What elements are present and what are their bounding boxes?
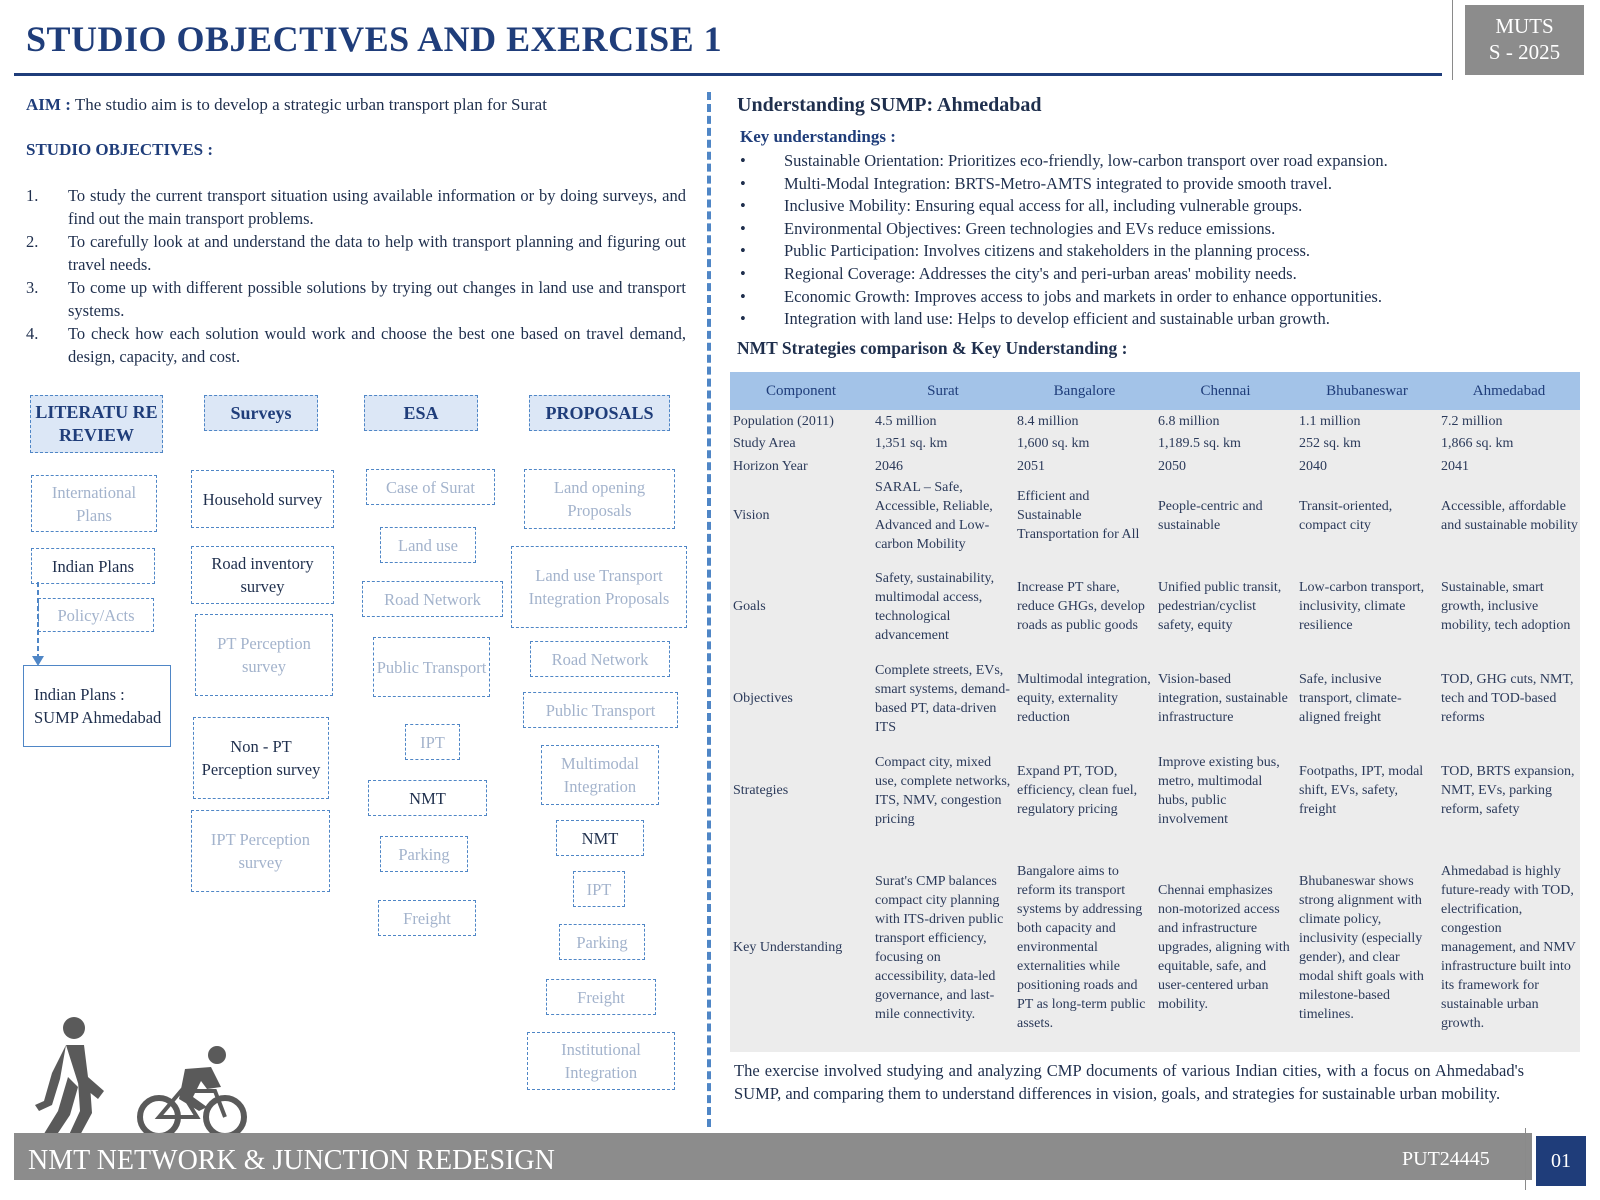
key-understandings-heading: Key understandings :: [740, 127, 896, 146]
esa-ipt: IPT: [405, 724, 460, 760]
list-item: [740, 308, 1560, 331]
footer-project-title: NMT NETWORK & JUNCTION REDESIGN: [28, 1145, 555, 1176]
sump-title: Understanding SUMP: Ahmedabad: [737, 94, 1042, 116]
table-cell: Transit-oriented, compact city: [1299, 498, 1393, 533]
proposal-road-network: Road Network: [530, 641, 670, 677]
table-cell: 2051: [1017, 458, 1045, 474]
bullet-icon: •: [740, 286, 746, 306]
table-cell: 1,866 sq. km: [1441, 436, 1514, 452]
bullet-text: Sustainable Orientation: Prioritizes eco-friendly, low-carbon transport over road expansion.: [784, 151, 1388, 170]
table-cell: Safe, inclusive transport, climate-aligned freight: [1299, 672, 1402, 725]
survey-non-pt-perception: Non - PT Perception survey: [193, 717, 329, 799]
table-cell: Footpaths, IPT, modal shift, EVs, safety, freight: [1299, 764, 1424, 817]
proposal-parking: Parking: [559, 924, 645, 960]
table-cell: Population (2011): [733, 413, 834, 429]
survey-road-inventory: Road inventory survey: [191, 546, 334, 604]
table-cell: 6.8 million: [1158, 413, 1220, 429]
objective-number: 4.: [26, 324, 39, 343]
objective-text: To carefully look at and understand the data to help with transport planning and figuring out travel needs.: [68, 232, 686, 274]
column-header: Bangalore: [1014, 372, 1155, 410]
nmt-comparison-heading: NMT Strategies comparison & Key Understanding :: [737, 338, 1128, 358]
table-cell: Increase PT share, reduce GHGs, develop roads as public goods: [1017, 580, 1145, 633]
objective-text: To come up with different possible solutions by trying out changes in land use and transport systems.: [68, 278, 686, 320]
course-badge: [1465, 5, 1584, 75]
column-header: Component: [730, 372, 872, 410]
bullet-text: Public Participation: Involves citizens and stakeholders in the planning process.: [784, 241, 1311, 261]
column-header: Bhubaneswar: [1296, 372, 1438, 410]
survey-ipt-perception: IPT Perception survey: [191, 810, 330, 892]
table-cell: 1,189.5 sq. km: [1158, 436, 1241, 452]
table-cell: SARAL – Safe, Accessible, Reliable, Advanced and Low-carbon Mobility: [875, 479, 993, 552]
bullet-icon: •: [740, 218, 746, 238]
table-cell: Horizon Year: [733, 458, 808, 474]
table-cell: Surat's CMP balances compact city planning with ITS-driven public transport efficiency, focusing on accessibility, data-led governance, and last-mile connectivity.: [875, 873, 1004, 1022]
objectives-list: [26, 184, 686, 368]
column-header: Chennai: [1155, 372, 1296, 410]
table-cell: Strategies: [733, 783, 789, 798]
esa-case-of-surat: Case of Surat: [366, 469, 495, 505]
table-cell: Goals: [733, 599, 766, 614]
table-cell: Accessible, affordable and sustainable mobility: [1441, 498, 1578, 533]
table-cell: TOD, GHG cuts, NMT, tech and TOD-based reforms: [1441, 672, 1574, 725]
survey-household: Household survey: [191, 470, 334, 528]
table-cell: Multimodal integration, equity, externality reduction: [1017, 672, 1151, 725]
bullet-icon: •: [740, 241, 746, 261]
proposal-nmt: NMT: [556, 820, 644, 856]
proposal-land-opening: Land opening Proposals: [524, 469, 675, 529]
table-cell: People-centric and sustainable: [1158, 498, 1263, 533]
title-underline: [14, 73, 1442, 76]
table-cell: 2046: [875, 458, 903, 474]
table-row: [730, 844, 1580, 1052]
surveys-header: Surveys: [204, 395, 318, 431]
pedestrian-icon: [22, 1015, 122, 1140]
footer-course-code: PUT24445: [1402, 1148, 1490, 1170]
list-item: [740, 263, 1560, 286]
table-cell: Improve existing bus, metro, multimodal hubs, public involvement: [1158, 754, 1280, 827]
table-row: [730, 660, 1580, 738]
esa-freight: Freight: [378, 900, 476, 936]
esa-public-transport: Public Transport: [373, 637, 490, 697]
footer-divider: [1525, 1128, 1526, 1190]
literature-sump-ahmedabad: Indian Plans : SUMP Ahmedabad: [23, 665, 171, 747]
esa-parking: Parking: [380, 836, 468, 872]
table-cell: 1,351 sq. km: [875, 436, 948, 452]
table-row: [730, 478, 1580, 554]
objective-item: [26, 184, 686, 230]
literature-arrow-connector: [28, 580, 48, 670]
key-understandings-list: [740, 150, 1560, 331]
objective-number: 2.: [26, 232, 39, 251]
objective-item: [26, 322, 686, 368]
table-cell: 2040: [1299, 458, 1327, 474]
table-row: [730, 554, 1580, 660]
literature-international-plans: International Plans: [31, 475, 157, 532]
bullet-text: Inclusive Mobility: Ensuring equal access for all, including vulnerable groups.: [784, 196, 1303, 216]
objective-text: To study the current transport situation using available information or by doing surveys, and find out the main transport problems.: [68, 186, 686, 228]
table-cell: Vision-based integration, sustainable infrastructure: [1158, 672, 1288, 725]
table-cell: Objectives: [733, 691, 793, 706]
column-header: Ahmedabad: [1438, 372, 1580, 410]
bullet-icon: •: [740, 309, 746, 329]
table-cell: 4.5 million: [875, 413, 937, 429]
literature-review-header: LITERATU RE REVIEW: [30, 395, 163, 453]
esa-road-network: Road Network: [362, 581, 503, 617]
table-cell: Safety, sustainability, multimodal access, technological advancement: [875, 570, 995, 643]
comparison-table: [730, 372, 1580, 1052]
table-row: [730, 433, 1580, 456]
proposal-ipt: IPT: [573, 871, 625, 907]
esa-header: ESA: [364, 395, 478, 431]
bullet-icon: •: [740, 151, 746, 170]
bullet-icon: •: [740, 263, 746, 283]
objective-item: [26, 230, 686, 276]
table-cell: Expand PT, TOD, efficiency, clean fuel, regulatory pricing: [1017, 764, 1138, 817]
table-cell: 1,600 sq. km: [1017, 436, 1090, 452]
table-cell: Compact city, mixed use, complete networks, ITS, NMV, congestion pricing: [875, 754, 1011, 827]
literature-indian-plans: Indian Plans: [31, 548, 155, 584]
proposal-freight: Freight: [546, 979, 656, 1015]
proposal-public-transport: Public Transport: [523, 692, 678, 728]
table-cell: 8.4 million: [1017, 413, 1079, 429]
table-cell: Vision: [733, 508, 770, 523]
column-header: Surat: [872, 372, 1014, 410]
table-cell: 252 sq. km: [1299, 436, 1361, 452]
table-cell: Bhubaneswar shows strong alignment with climate policy, inclusivity (especially gender), and clear modal shift goals with milestone-based timelines.: [1299, 873, 1424, 1022]
list-item: [740, 218, 1560, 241]
literature-policy-acts: Policy/Acts: [38, 598, 154, 632]
aim-statement: [26, 95, 706, 115]
table-cell: Sustainable, smart growth, inclusive mobility, tech adoption: [1441, 580, 1571, 633]
table-cell: Ahmedabad is highly future-ready with TOD, electrification, congestion management, and NMV infrastructure built into its framework for sustainable urban growth.: [1441, 864, 1576, 1031]
esa-nmt: NMT: [368, 780, 487, 816]
list-item: [740, 195, 1560, 218]
bullet-icon: •: [740, 196, 746, 216]
table-row: [730, 455, 1580, 478]
list-item: [740, 286, 1560, 309]
list-item: [740, 173, 1560, 196]
objective-number: 1.: [26, 186, 39, 205]
table-cell: Study Area: [733, 436, 796, 452]
table-cell: 7.2 million: [1441, 413, 1503, 429]
list-item: [740, 150, 1560, 173]
table-row: [730, 738, 1580, 844]
table-header-row: [730, 372, 1580, 410]
aim-label: AIM :: [26, 95, 71, 114]
bullet-icon: •: [740, 173, 746, 193]
bullet-text: Integration with land use: Helps to develop efficient and sustainable urban growth.: [784, 309, 1330, 329]
table-cell: Chennai emphasizes non-motorized access and infrastructure upgrades, aligning with equitable, safe, and user-centered urban mobility.: [1158, 883, 1290, 1012]
header-divider: [1452, 0, 1453, 80]
table-cell: 1.1 million: [1299, 413, 1361, 429]
column-divider: [707, 92, 711, 1127]
exercise-summary: The exercise involved studying and analyzing CMP documents of various Indian cities, with a focus on Ahmedabad's SUMP, and comparing them to understand differences in vision, goals, and strategies for sustainable urban mobility.: [734, 1061, 1524, 1103]
objective-number: 3.: [26, 278, 39, 297]
proposal-land-use-transport: Land use Transport Integration Proposals: [511, 546, 687, 628]
table-cell: TOD, BRTS expansion, NMT, EVs, parking reform, safety: [1441, 764, 1575, 817]
bullet-text: Economic Growth: Improves access to jobs and markets in order to enhance opportunities.: [784, 286, 1382, 306]
table-cell: Complete streets, EVs, smart systems, demand-based PT, data-driven ITS: [875, 662, 1010, 735]
list-item: [740, 240, 1560, 263]
table-cell: Key Understanding: [733, 940, 843, 955]
survey-pt-perception: PT Perception survey: [195, 614, 333, 696]
table-cell: 2050: [1158, 458, 1186, 474]
course-badge-line2: S - 2025: [1488, 40, 1561, 64]
aim-text: The studio aim is to develop a strategic urban transport plan for Surat: [74, 95, 547, 114]
table-cell: Unified public transit, pedestrian/cyclist safety, equity: [1158, 580, 1282, 633]
page-title: STUDIO OBJECTIVES AND EXERCISE 1: [26, 19, 723, 59]
table-cell: Low-carbon transport, inclusivity, climate resilience: [1299, 580, 1425, 633]
proposal-institutional-integration: Institutional Integration: [527, 1032, 675, 1090]
cyclist-icon: [135, 1045, 250, 1140]
bullet-text: Regional Coverage: Addresses the city's and peri-urban areas' mobility needs.: [784, 263, 1297, 283]
page-number: 01: [1536, 1136, 1586, 1186]
proposal-multimodal-integration: Multimodal Integration: [541, 745, 659, 805]
table-cell: Bangalore aims to reform its transport systems by addressing both capacity and environmental externalities while positioning roads and PT as long-term public assets.: [1017, 864, 1146, 1031]
objectives-heading: STUDIO OBJECTIVES :: [26, 140, 214, 159]
table-cell: Efficient and Sustainable Transportation for All: [1017, 489, 1140, 542]
objective-text: To check how each solution would work and choose the best one based on travel demand, design, capacity, and cost.: [68, 324, 686, 366]
esa-land-use: Land use: [380, 527, 476, 563]
proposals-header: PROPOSALS: [529, 395, 670, 431]
bullet-text: Environmental Objectives: Green technologies and EVs reduce emissions.: [784, 218, 1276, 238]
course-badge-line1: MUTS: [1495, 14, 1554, 38]
objective-item: [26, 276, 686, 322]
table-cell: 2041: [1441, 458, 1469, 474]
table-row: [730, 410, 1580, 433]
bullet-text: Multi-Modal Integration: BRTS-Metro-AMTS integrated to provide smooth travel.: [784, 173, 1333, 193]
